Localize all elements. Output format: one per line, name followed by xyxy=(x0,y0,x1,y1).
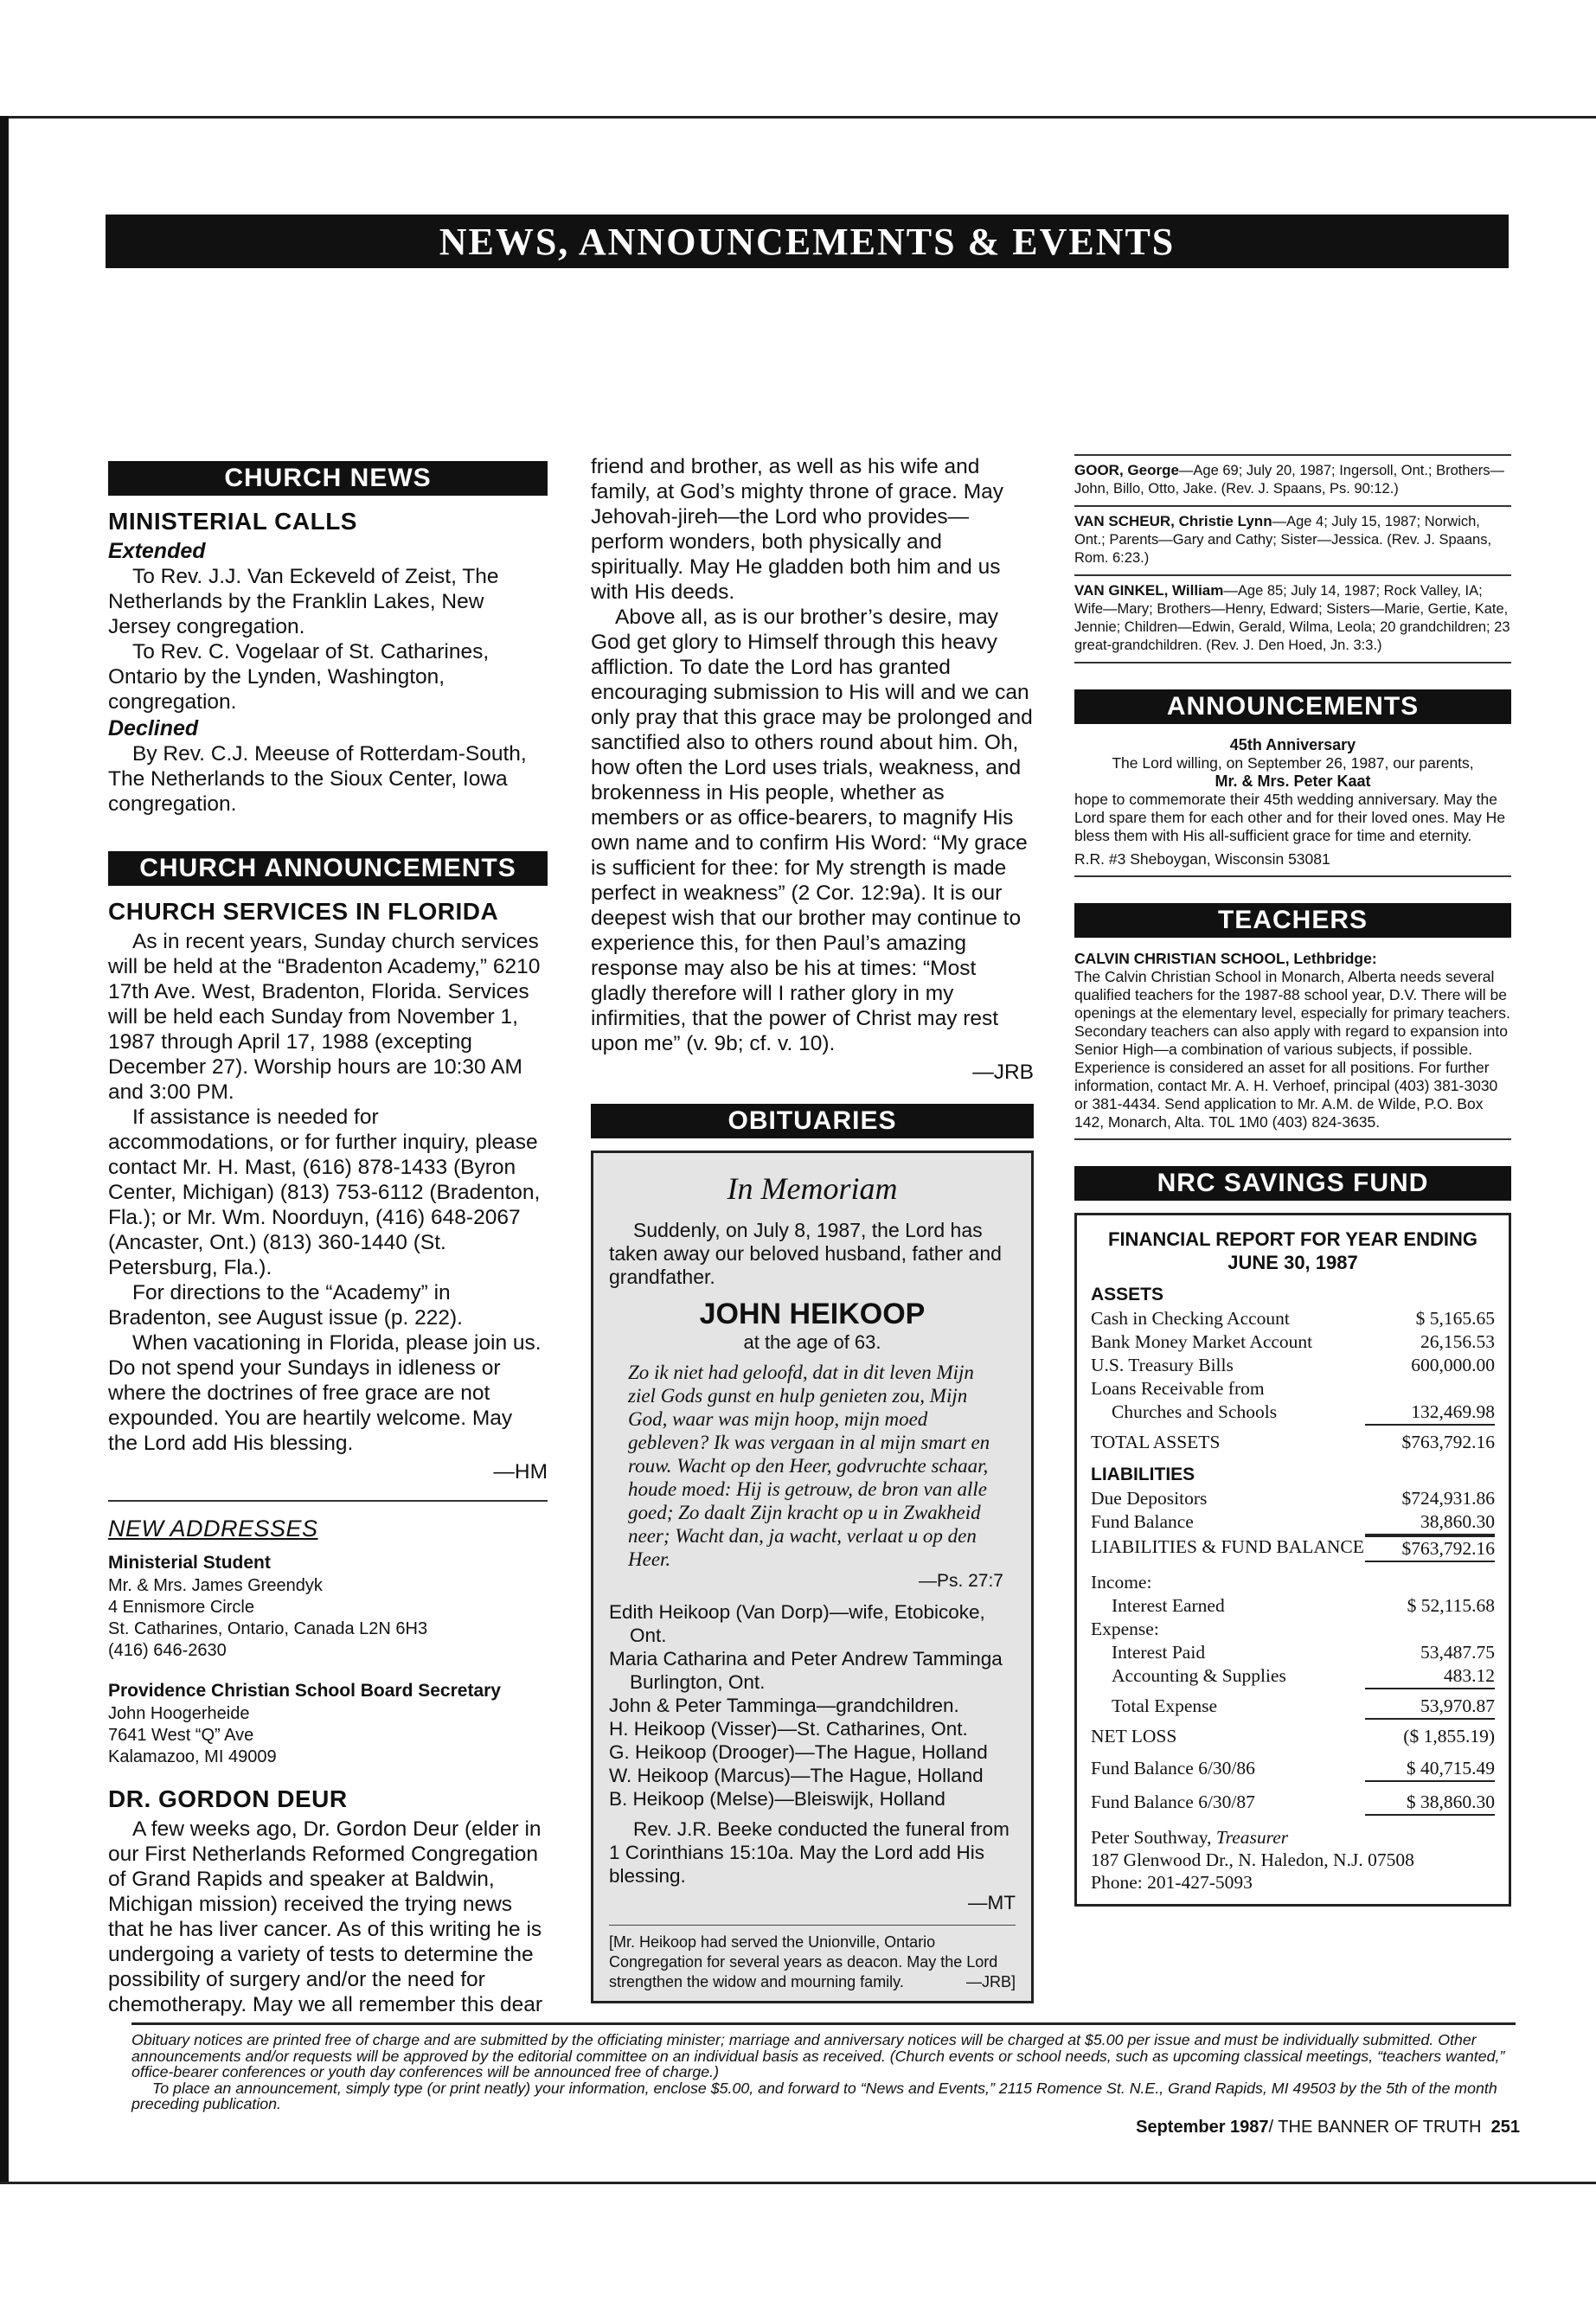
fin-label: TOTAL ASSETS xyxy=(1091,1432,1221,1452)
florida-p1: As in recent years, Sunday church services will be held at the “Bradenton Academy,” 6210 17th Ave. West, Bradenton, Florida. Services will be held each Sunday from November 1, 1987 through April 17, 1988 (excepting December 27). Worship hours are 10:30 AM and 3:00 PM. xyxy=(108,930,541,1104)
footnote-p2: To place an announcement, simply type (or print neatly) your information, enclose $5.00, and forward to “News and Events,” 2115 Romence St. N.E., Grand Rapids, MI 49503 by the 5th of the month preceding publication. xyxy=(131,2079,1497,2112)
fin-label: Accounting & Supplies xyxy=(1112,1665,1286,1686)
family-member: Edith Heikoop (Van Dorp)—wife, Etobicoke, Ont. xyxy=(609,1601,985,1646)
footer-issue: September 1987 xyxy=(1136,2118,1269,2137)
fin-amount: 26,156.53 xyxy=(1420,1331,1495,1352)
deceased-name: JOHN HEIKOOP xyxy=(699,1298,926,1330)
anniversary-names: Mr. & Mrs. Peter Kaat xyxy=(1215,772,1371,790)
column-right xyxy=(1074,454,1511,1907)
family-member: John & Peter Tamminga—grandchildren. xyxy=(609,1695,959,1716)
section-banner: NEWS, ANNOUNCEMENTS & EVENTS xyxy=(106,215,1509,268)
fin-amount: $763,792.16 xyxy=(1365,1535,1495,1562)
obituary-entry xyxy=(1074,507,1511,576)
fin-label: Expense: xyxy=(1091,1618,1159,1639)
deur-p1: A few weeks ago, Dr. Gordon Deur (elder in our First Netherlands Reformed Congregation of Grand Rapids and speaker at Baldwin, Michigan mission) received the trying news that he has liver cancer. As of this writing he is undergoing a variety of tests to determine the possibility of surgery and/or the need for chemotherapy. May we all remember this dear xyxy=(108,1817,542,2016)
address-2-line: 7641 West “Q” Ave xyxy=(108,1726,254,1745)
anniversary-title: 45th Anniversary xyxy=(1229,736,1356,753)
fin-row xyxy=(1091,1618,1495,1641)
call-3: By Rev. C.J. Meeuse of Rotterdam-South, The Netherlands to the Sioux Center, Iowa congregation. xyxy=(108,742,527,816)
fin-label: Loans Receivable from xyxy=(1091,1378,1265,1399)
address-1-title: Ministerial Student xyxy=(108,1553,271,1573)
fin-row xyxy=(1091,1510,1495,1535)
fin-label: Fund Balance 6/30/86 xyxy=(1091,1758,1255,1779)
address-2-title: Providence Christian School Board Secretary xyxy=(108,1681,501,1701)
fin-amount: 53,487.75 xyxy=(1420,1642,1495,1663)
fin-label: Total Expense xyxy=(1112,1695,1218,1716)
obituary-text: —Age 4; July 15, 1987; Norwich, Ont.; Parents—Gary and Cathy; Sister—Jessica. (Rev. J. Spaans, Rom. 6:23.) xyxy=(1074,514,1492,566)
fin-row xyxy=(1091,1535,1495,1562)
fin-amount: 53,970.87 xyxy=(1365,1695,1495,1720)
fin-amount: 38,860.30 xyxy=(1365,1510,1495,1535)
obituary-text: —Age 85; July 14, 1987; Rock Valley, IA; Wife—Mary; Brothers—Henry, Edward; Sisters—Marie, Gertie, Kate, Jennie; Children—Edwin, Gerald, Wilma, Leola; 20 grandchildren; 23 great-grandchildren. (Rev. J. Den Hoed, Jn. 3:3.) xyxy=(1074,583,1510,653)
announcements-header: ANNOUNCEMENTS xyxy=(1074,689,1511,724)
obituary-entry xyxy=(1074,456,1511,507)
fin-label: U.S. Treasury Bills xyxy=(1091,1355,1234,1375)
fin-amount: 483.12 xyxy=(1365,1664,1495,1689)
fin-row xyxy=(1091,1354,1495,1377)
fin-row xyxy=(1091,1330,1495,1354)
school-title: CALVIN CHRISTIAN SCHOOL, Lethbridge: xyxy=(1074,950,1377,967)
anniversary-line-1: The Lord willing, on September 26, 1987, our parents, xyxy=(1112,754,1474,772)
fin-row xyxy=(1091,1791,1495,1816)
address-1-line: St. Catharines, Ontario, Canada L2N 6H3 xyxy=(108,1619,428,1638)
obituary-name: VAN GINKEL, William xyxy=(1074,582,1224,599)
florida-p2: If assistance is needed for accommodations, or for further inquiry, please contact Mr. H. Mast, (616) 878-1433 (Byron Center, Michigan) (813) 753-6112 (Bradenton, Fla.); or Mr. Wm. Noorduyn, (416) 648-2067 (Ancaster, Ont.) (813) 360-1440 (St. Petersburg, Fla.). xyxy=(108,1106,541,1279)
fin-label: Bank Money Market Account xyxy=(1091,1331,1313,1352)
poem-reference: —Ps. 27:7 xyxy=(918,1571,1003,1591)
declined-label: Declined xyxy=(108,716,199,740)
family-member: G. Heikoop (Drooger)—The Hague, Holland xyxy=(609,1741,988,1763)
deur-title: DR. GORDON DEUR xyxy=(108,1785,348,1812)
church-announcements-header: CHURCH ANNOUNCEMENTS xyxy=(108,851,548,886)
deur-p2: Above all, as is our brother’s desire, may God get glory to Himself through this heavy affliction. To date the Lord has granted encouraging submission to His will and we can only pray that this grace may be prolonged and sanctified also to others round about him. Oh, how often the Lord uses trials, weakness, and brokenness in His people, whether as members or as office-bearers, to magnify His own name and to confirm His Word: “My grace is sufficient for thee: for My strength is made perfect in weakness” (2 Cor. 12:9a). It is our deepest wish that our brother may continue to experience this, for then Paul’s amazing response may also be his at times: “Most gladly therefore will I rather glory in my infirmities, that the power of Christ may rest upon me” (v. 9b; cf. v. 10). xyxy=(591,606,1033,1055)
anniversary-text: hope to commemorate their 45th wedding anniversary. May the Lord spare them for each other and for their loved ones. May He bless them with His all-sufficient grace for time and eternity. xyxy=(1074,791,1506,844)
treasurer-name: Peter Southway, xyxy=(1091,1827,1212,1848)
fin-row xyxy=(1091,1695,1495,1720)
florida-services-title: CHURCH SERVICES IN FLORIDA xyxy=(108,898,499,925)
nrc-header: NRC SAVINGS FUND xyxy=(1074,1166,1511,1201)
fin-row xyxy=(1091,1400,1495,1426)
family-member: B. Heikoop (Melse)—Bleiswijk, Holland xyxy=(609,1788,945,1810)
call-1: To Rev. J.J. Van Eckeveld of Zeist, The Netherlands by the Franklin Lakes, New Jersey congregation. xyxy=(108,565,499,638)
family-member: H. Heikoop (Visser)—St. Catharines, Ont. xyxy=(609,1718,968,1740)
deceased-age: at the age of 63. xyxy=(743,1331,881,1353)
new-addresses-title: NEW ADDRESSES xyxy=(108,1516,318,1541)
footnote xyxy=(131,2022,1516,2112)
call-2: To Rev. C. Vogelaar of St. Catharines, Ontario by the Lynden, Washington, congregation. xyxy=(108,640,490,714)
footer-publication: / THE BANNER OF TRUTH xyxy=(1268,2118,1482,2137)
florida-p3: For directions to the “Academy” in Bradenton, see August issue (p. 222). xyxy=(108,1281,463,1330)
family-member: Maria Catharina and Peter Andrew Tamminga Burlington, Ont. xyxy=(609,1648,1003,1693)
memoriam-note-signature: —JRB] xyxy=(965,1973,1016,1990)
address-2-line: Kalamazoo, MI 49009 xyxy=(108,1747,277,1766)
address-1-line: Mr. & Mrs. James Greendyk xyxy=(108,1576,323,1595)
fin-label: NET LOSS xyxy=(1091,1726,1177,1747)
obituaries-header: OBITUARIES xyxy=(591,1104,1034,1138)
divider xyxy=(108,1500,548,1502)
treasurer-block xyxy=(1091,1826,1495,1894)
fin-amount: $ 40,715.49 xyxy=(1365,1757,1495,1782)
treasurer-phone: Phone: 201-427-5093 xyxy=(1091,1872,1253,1893)
fin-row xyxy=(1091,1641,1495,1664)
fin-label: Income: xyxy=(1091,1572,1152,1593)
fin-row xyxy=(1091,1594,1495,1618)
fin-amount: $ 38,860.30 xyxy=(1365,1791,1495,1816)
extended-label: Extended xyxy=(108,539,206,563)
fin-label: Interest Paid xyxy=(1112,1642,1206,1663)
memoriam-intro: Suddenly, on July 8, 1987, the Lord has taken away our beloved husband, father and grandfather. xyxy=(609,1219,1002,1288)
church-news-header: CHURCH NEWS xyxy=(108,461,548,496)
family-member: W. Heikoop (Marcus)—The Hague, Holland xyxy=(609,1765,984,1786)
fin-amount: 132,469.98 xyxy=(1365,1400,1495,1426)
fin-amount: $ 5,165.65 xyxy=(1415,1308,1495,1329)
fin-row xyxy=(1091,1307,1495,1330)
fin-label: Cash in Checking Account xyxy=(1091,1308,1290,1329)
fin-label: LIABILITIES & FUND BALANCE xyxy=(1091,1536,1364,1557)
assets-heading: ASSETS xyxy=(1091,1285,1164,1304)
fin-row xyxy=(1091,1725,1495,1748)
column-left xyxy=(108,454,548,2017)
florida-signature: —HM xyxy=(493,1460,548,1484)
address-1-line: 4 Ennismore Circle xyxy=(108,1598,254,1617)
fin-row xyxy=(1091,1377,1495,1400)
teachers-header: TEACHERS xyxy=(1074,903,1511,938)
fin-amount: 600,000.00 xyxy=(1411,1355,1495,1375)
page-number: 251 xyxy=(1490,2118,1520,2137)
memoriam-note-text: [Mr. Heikoop had served the Unionville, Ontario Congregation for several years as deacon. May the Lord strengthen the widow and mourning family. xyxy=(609,1933,998,1990)
obituary-name: GOOR, George xyxy=(1074,462,1179,478)
funeral-text: Rev. J.R. Beeke conducted the funeral from 1 Corinthians 15:10a. May the Lord add His blessing. xyxy=(609,1818,1010,1887)
memoriam-note xyxy=(609,1925,1016,1992)
anniversary-address: R.R. #3 Sheboygan, Wisconsin 53081 xyxy=(1074,850,1511,877)
financial-report xyxy=(1074,1213,1511,1907)
florida-p4: When vacationing in Florida, please join us. Do not spend your Sundays in idleness or where the doctrines of free grace are not expounded. You are heartily welcome. May the Lord add His blessing. xyxy=(108,1331,542,1455)
fin-row xyxy=(1091,1487,1495,1510)
fin-label: Fund Balance 6/30/87 xyxy=(1091,1791,1255,1812)
fin-amount: $763,792.16 xyxy=(1401,1432,1495,1452)
address-2-line: John Hoogerheide xyxy=(108,1704,250,1723)
fin-label: Due Depositors xyxy=(1091,1488,1208,1509)
column-middle xyxy=(591,454,1034,2003)
fin-amount: $ 52,115.68 xyxy=(1407,1595,1495,1616)
page-footer xyxy=(1136,2118,1520,2138)
obituary-text: —Age 69; July 20, 1987; Ingersoll, Ont.; Brothers—John, Billo, Otto, Jake. (Rev. J. Spaans, Ps. 90:12.) xyxy=(1074,463,1504,497)
treasurer-title: Treasurer xyxy=(1215,1827,1289,1848)
obituary-entry xyxy=(1074,576,1511,663)
deur-p1-continued: friend and brother, as well as his wife and family, at God’s mighty throne of grace. May Jehovah-jireh—the Lord who provides—perform wonders, both physically and spiritually. May He gladden both him and us with His deeds. xyxy=(591,455,1004,604)
family-list xyxy=(609,1600,1016,1811)
fin-amount: $724,931.86 xyxy=(1401,1488,1495,1509)
memoriam-box xyxy=(591,1150,1034,2003)
fin-label: Fund Balance xyxy=(1091,1511,1194,1532)
memoriam-poem: Zo ik niet had geloofd, dat in dit leven Mijn ziel Gods gunst en hulp genieten zou, Mijn God, waar was mijn hoop, mijn moed gebleven? Ik was vergaan in al mijn smart en rouw. Wacht op den Heer, godvruchte schaar, houde moed: Hij is getrouw, de bron van alle goed; Zo daalt Zijn kracht op u in Zwakheid neer; Wacht dan, ja wacht, verlaat u op den Heer. xyxy=(628,1362,990,1570)
memoriam-title: In Memoriam xyxy=(727,1171,898,1206)
teachers-text: The Calvin Christian School in Monarch, Alberta needs several qualified teachers for the 1987-88 school year, D.V. There will be openings at the elementary level, especially for primary teachers. Secondary teachers can also apply with regard to expansion into Senior High—a combination of various subjects, if possible. Experience is considered an asset for all positions. For further information, contact Mr. A. H. Verhoef, principal (403) 381-3030 or 381-4434. Send application to Mr. A.M. de Wilde, P.O. Box 142, Monarch, Alta. T0L 1M0 (403) 824-3635. xyxy=(1074,968,1511,1140)
obituary-name: VAN SCHEUR, Christie Lynn xyxy=(1074,513,1272,529)
fin-row xyxy=(1091,1757,1495,1782)
fin-row xyxy=(1091,1664,1495,1689)
fin-label: Interest Earned xyxy=(1112,1595,1225,1616)
financial-report-title: FINANCIAL REPORT FOR YEAR ENDING JUNE 30, 1987 xyxy=(1108,1228,1477,1273)
address-1-line: (416) 646-2630 xyxy=(108,1641,227,1660)
fin-label: Churches and Schools xyxy=(1112,1401,1278,1422)
fin-row xyxy=(1091,1571,1495,1594)
liabilities-heading: LIABILITIES xyxy=(1091,1465,1195,1484)
footnote-p1: Obituary notices are printed free of charge and are submitted by the officiating minister; marriage and anniversary notices will be charged at $5.00 per issue and must be individually submitted. Other announcements and/or requests will be approved by the editorial committee on an individual basis as received. (Church events or school needs, such as upcoming classical meetings, “teachers wanted,” office-bearer conferences or youth day conferences will be announced free of charge.) xyxy=(131,2031,1505,2080)
ministerial-calls-title: MINISTERIAL CALLS xyxy=(108,508,357,535)
funeral-signature: —MT xyxy=(968,1892,1016,1913)
fin-row xyxy=(1091,1431,1495,1454)
deur-signature: —JRB xyxy=(972,1061,1034,1084)
treasurer-address: 187 Glenwood Dr., N. Haledon, N.J. 07508 xyxy=(1091,1849,1414,1870)
fin-amount: ($ 1,855.19) xyxy=(1403,1726,1495,1747)
